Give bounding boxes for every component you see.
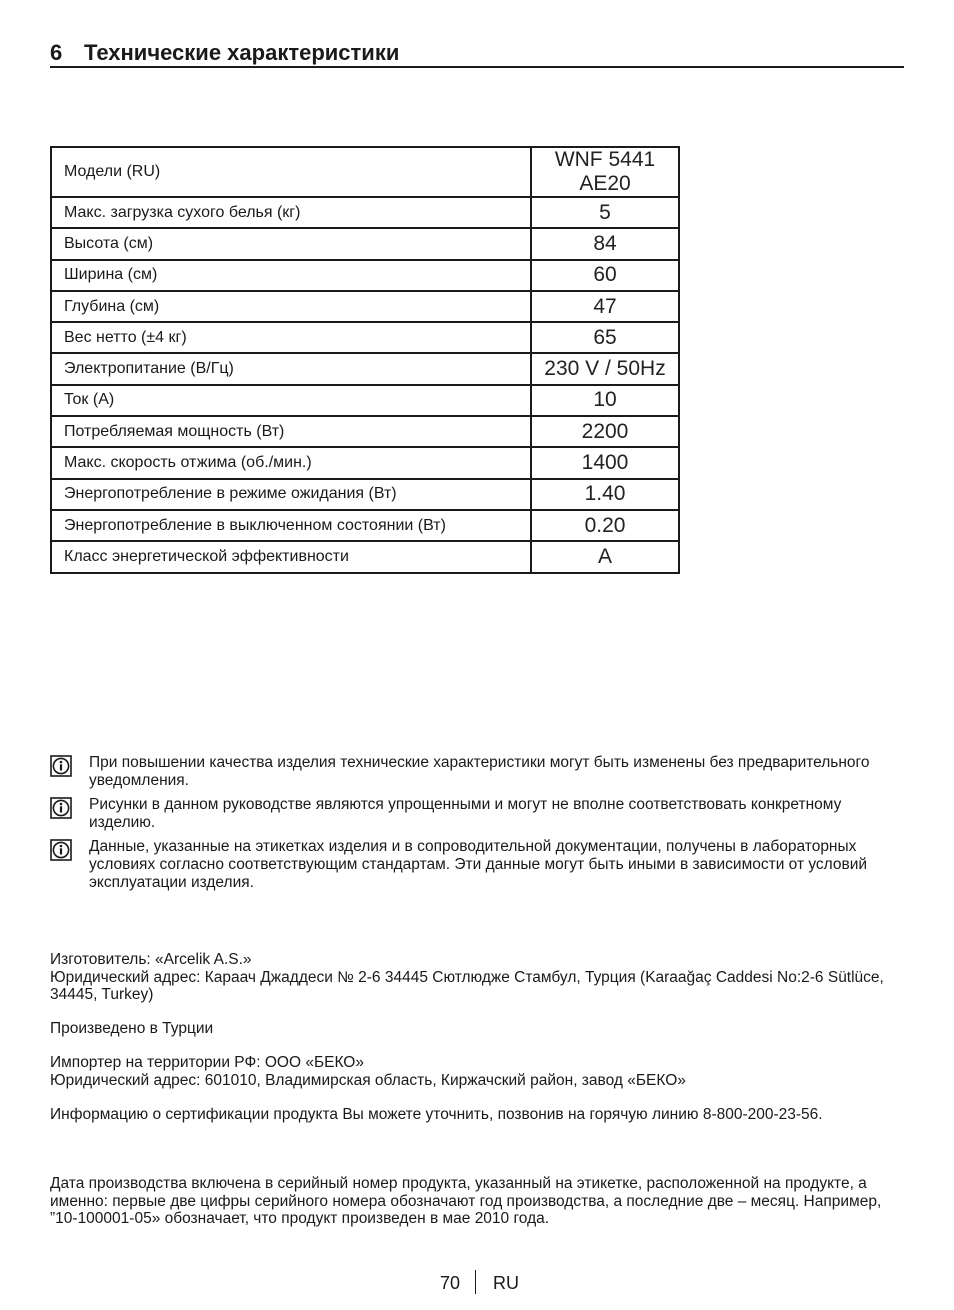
section-title: Технические характеристики <box>84 40 400 65</box>
info-icon <box>50 755 72 777</box>
spec-label: Ширина (см) <box>51 260 531 291</box>
language-code: RU <box>493 1273 519 1293</box>
spec-value: 1.40 <box>531 479 679 510</box>
spec-row <box>51 416 679 447</box>
spec-value: 230 V / 50Hz <box>531 353 679 384</box>
spec-value: WNF 5441 AE20 <box>531 147 679 197</box>
section-number: 6 <box>50 40 63 65</box>
spec-value: 60 <box>531 260 679 291</box>
section-heading <box>50 40 904 68</box>
importer-name: Импортер на территории РФ: ООО «БЕКО» <box>50 1054 364 1071</box>
info-icon <box>50 839 72 861</box>
info-icon <box>50 797 72 819</box>
note-text: Рисунки в данном руководстве являются упрощенными и могут не вполне соответствовать конкретному изделию. <box>89 796 842 831</box>
spec-row <box>51 147 679 197</box>
spec-label: Макс. загрузка сухого белья (кг) <box>51 197 531 228</box>
spec-row <box>51 447 679 478</box>
notes-list <box>50 754 900 898</box>
spec-value: 65 <box>531 322 679 353</box>
production-date-text: Дата производства включена в серийный номер продукта, указанный на этикетке, расположенной на продукте, а именно: первые две цифры серийного номера обозначают год производства, а последние две – месяц. Например, ”10-100001-05» обозначает, что продукт произведен в мае 2010 года. <box>50 1175 882 1227</box>
spec-value: 47 <box>531 291 679 322</box>
certification-text: Информацию о сертификации продукта Вы можете уточнить, позвонив на горячую линию 8-800-200-23-56. <box>50 1106 823 1123</box>
spec-label: Высота (см) <box>51 228 531 259</box>
note-item <box>50 754 900 790</box>
spec-value: 84 <box>531 228 679 259</box>
spec-value: 10 <box>531 385 679 416</box>
spec-value: A <box>531 541 679 572</box>
page-footer <box>0 1270 954 1298</box>
spec-label: Макс. скорость отжима (об./мин.) <box>51 447 531 478</box>
manufacturer-name: Изготовитель: «Arcelik A.S.» <box>50 951 252 968</box>
spec-label: Класс энергетической эффективности <box>51 541 531 572</box>
page-number: 70 <box>440 1273 461 1293</box>
importer-block <box>50 1054 900 1089</box>
spec-label: Глубина (см) <box>51 291 531 322</box>
note-text: Данные, указанные на этикетках изделия и в сопроводительной документации, получены в лабораторных условиях согласно соответствующим стандартам. Эти данные могут быть иными в зависимости от условий эксплуатации изделия. <box>89 838 868 891</box>
spec-row <box>51 291 679 322</box>
manufacturer-block <box>50 951 900 1004</box>
spec-label: Потребляемая мощность (Вт) <box>51 416 531 447</box>
spec-row <box>51 228 679 259</box>
manufacturer-address: Юридический адрес: Караач Джаддеси № 2-6 34445 Сютлюдже Стамбул, Турция (Karaağaç Caddesi No:2-6 Sütlüce, 34445, Turkey) <box>50 968 884 1003</box>
origin-text: Произведено в Турции <box>50 1020 214 1037</box>
spec-value: 0.20 <box>531 510 679 541</box>
spec-row <box>51 260 679 291</box>
spec-label: Модели (RU) <box>51 147 531 197</box>
spec-row <box>51 385 679 416</box>
spec-row <box>51 479 679 510</box>
footer-divider <box>475 1270 476 1294</box>
spec-value: 5 <box>531 197 679 228</box>
spec-row <box>51 322 679 353</box>
spec-row <box>51 510 679 541</box>
spec-value: 1400 <box>531 447 679 478</box>
spec-row <box>51 541 679 572</box>
spec-row <box>51 353 679 384</box>
spec-label: Энергопотребление в режиме ожидания (Вт) <box>51 479 531 510</box>
spec-row <box>51 197 679 228</box>
spec-label: Вес нетто (±4 кг) <box>51 322 531 353</box>
spec-value: 2200 <box>531 416 679 447</box>
note-item <box>50 796 900 832</box>
note-item <box>50 838 900 892</box>
note-text: При повышении качества изделия технические характеристики могут быть изменены без предварительного уведомления. <box>89 754 870 789</box>
importer-address: Юридический адрес: 601010, Владимирская область, Киржачский район, завод «БЕКО» <box>50 1071 686 1089</box>
spec-label: Ток (A) <box>51 385 531 416</box>
spec-label: Электропитание (В/Гц) <box>51 353 531 384</box>
spec-label: Энергопотребление в выключенном состоянии (Вт) <box>51 510 531 541</box>
specs-table <box>50 146 680 574</box>
